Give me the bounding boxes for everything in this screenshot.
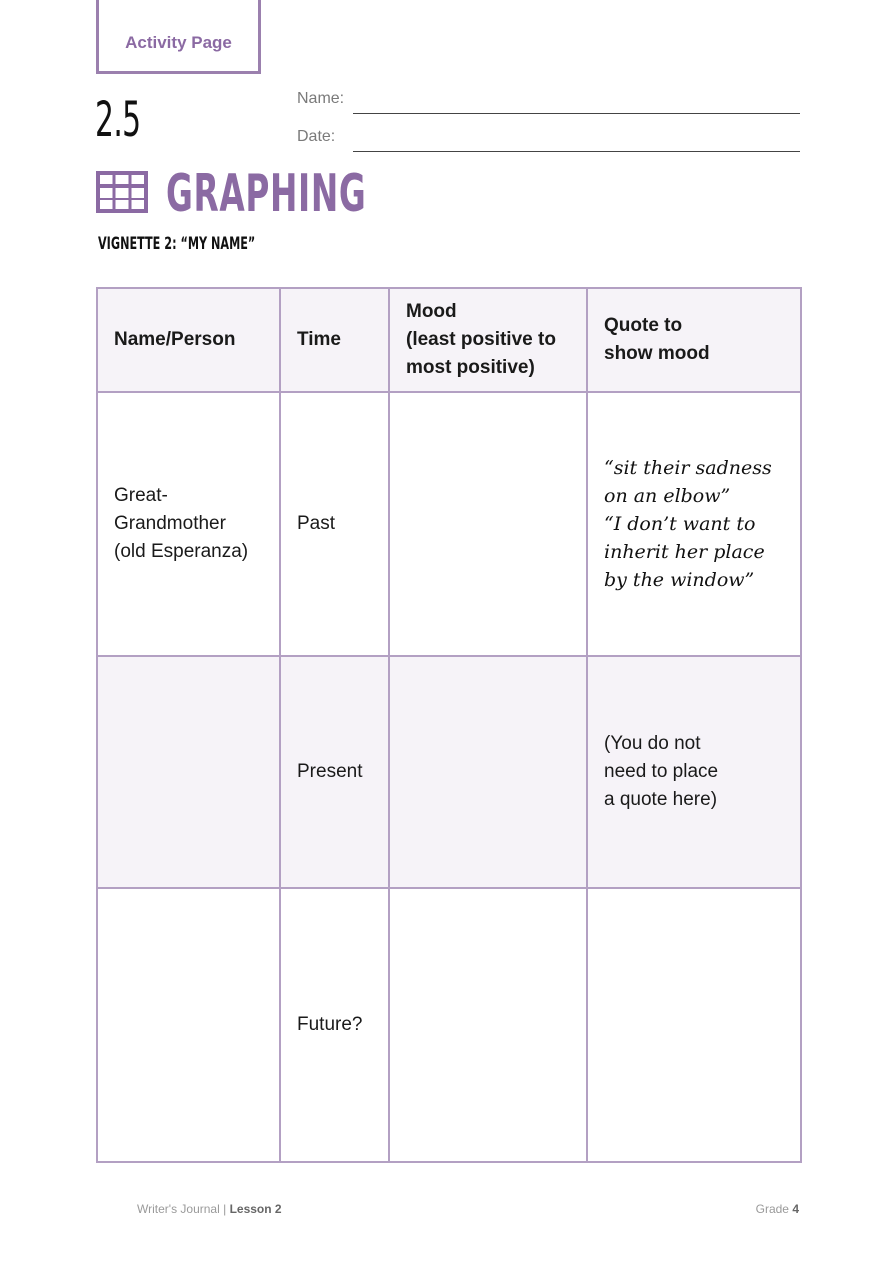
table-row bbox=[97, 656, 801, 888]
cell-mood[interactable] bbox=[389, 656, 587, 888]
cell-quote: “sit their sadness on an elbow” “I don’t want to inherit her place by the window” bbox=[587, 392, 801, 656]
footer-grade bbox=[756, 1202, 799, 1216]
cell-person[interactable] bbox=[97, 888, 280, 1162]
footer-grade-number: 4 bbox=[792, 1202, 799, 1216]
footer-journal-label: Writer's Journal | bbox=[137, 1202, 227, 1216]
date-label: Date: bbox=[297, 128, 336, 145]
name-line[interactable] bbox=[353, 113, 800, 114]
cell-quote[interactable] bbox=[587, 888, 801, 1162]
graphing-table bbox=[96, 287, 802, 1163]
header-name-person: Name/Person bbox=[97, 288, 280, 392]
date-field-row bbox=[297, 128, 800, 152]
table-row bbox=[97, 392, 801, 656]
vignette-title: VIGNETTE 2: “MY NAME” bbox=[98, 234, 256, 254]
activity-page-label: Activity Page bbox=[125, 32, 232, 52]
section-title: GRAPHING bbox=[166, 164, 367, 224]
name-field-row bbox=[297, 90, 800, 114]
name-label: Name: bbox=[297, 90, 345, 107]
cell-time: Future? bbox=[280, 888, 389, 1162]
cell-time: Present bbox=[280, 656, 389, 888]
activity-page-tab bbox=[96, 0, 261, 74]
cell-mood[interactable] bbox=[389, 888, 587, 1162]
grid-icon bbox=[96, 170, 148, 214]
header-quote: Quote to show mood bbox=[587, 288, 801, 392]
cell-person: Great- Grandmother (old Esperanza) bbox=[97, 392, 280, 656]
date-line[interactable] bbox=[353, 151, 800, 152]
footer-lesson: Lesson 2 bbox=[229, 1202, 282, 1216]
cell-mood[interactable] bbox=[389, 392, 587, 656]
header-time: Time bbox=[280, 288, 389, 392]
table-row bbox=[97, 888, 801, 1162]
table-header-row bbox=[97, 288, 801, 392]
page-number: 2.5 bbox=[95, 92, 141, 148]
cell-person[interactable] bbox=[97, 656, 280, 888]
cell-quote: (You do not need to place a quote here) bbox=[587, 656, 801, 888]
footer-grade-label: Grade bbox=[755, 1202, 789, 1216]
header-mood: Mood (least positive to most positive) bbox=[389, 288, 587, 392]
footer-journal bbox=[137, 1202, 282, 1216]
cell-time: Past bbox=[280, 392, 389, 656]
